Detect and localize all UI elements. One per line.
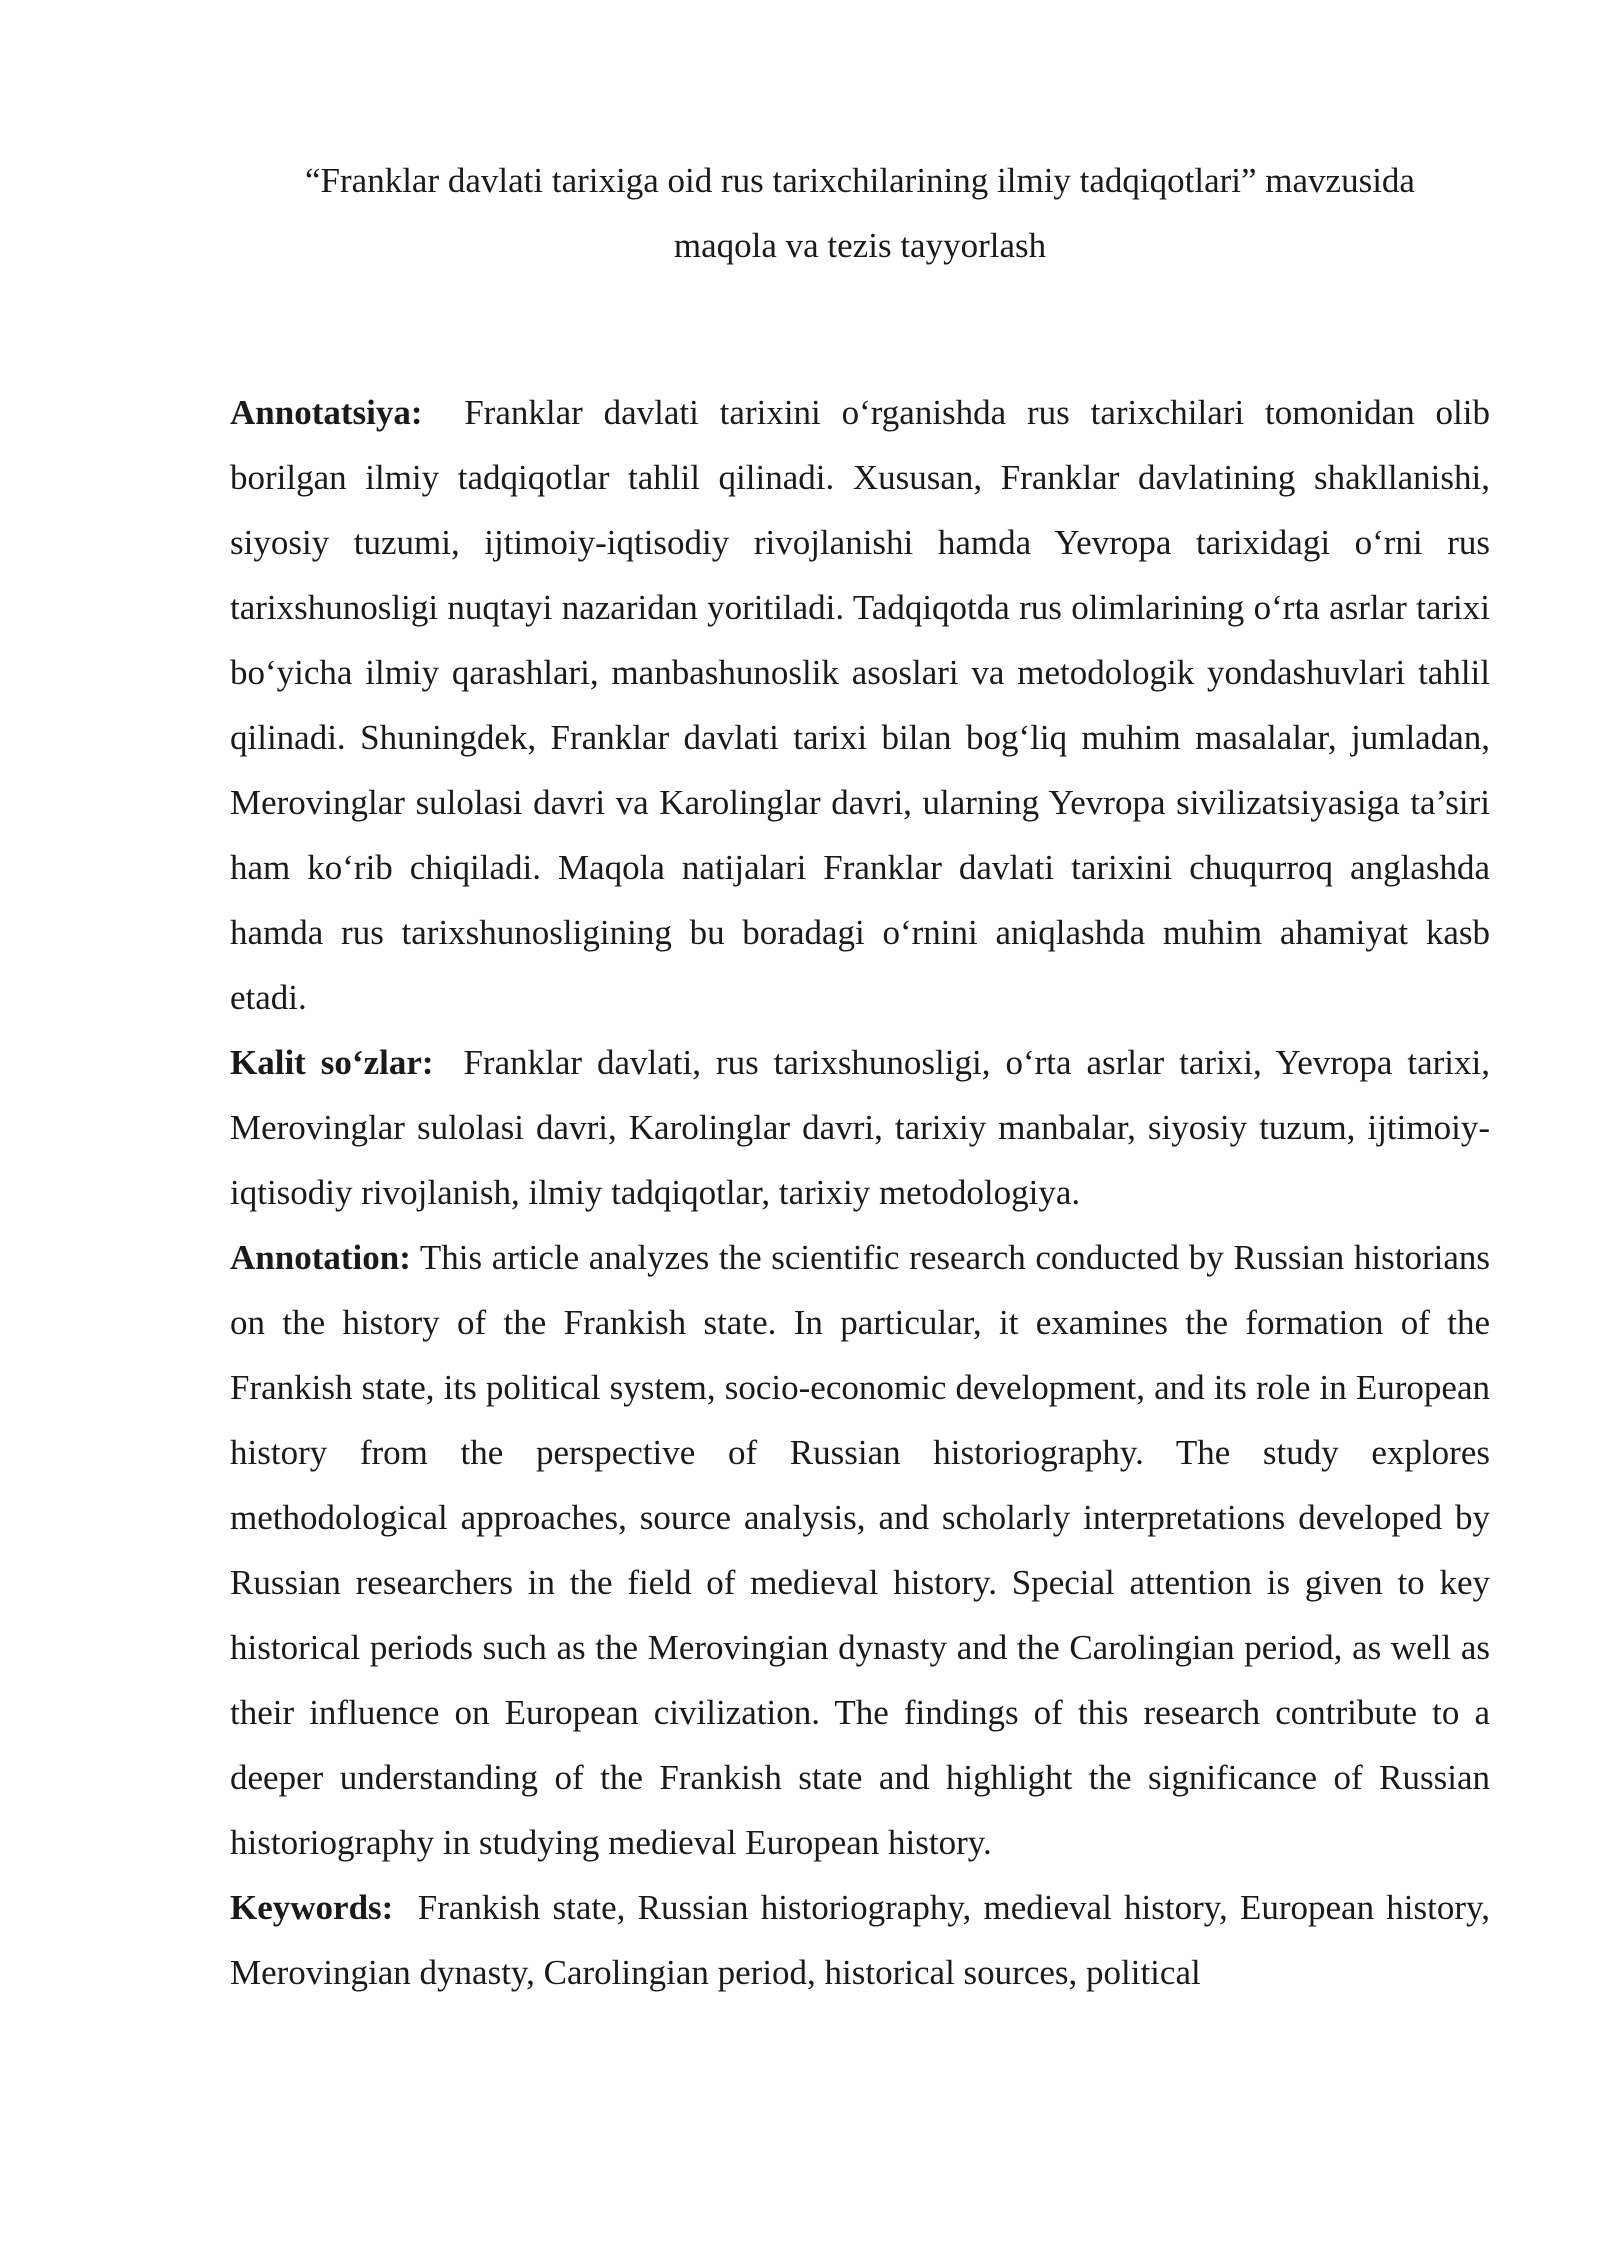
keywords-text: Frankish state, Russian historiography, medieval history, European history, Merovingian dynasty, Carolingian period, historical sources, political — [230, 1888, 1491, 1992]
annotatsiya-label: Annotatsiya: — [230, 393, 423, 432]
keywords-paragraph — [230, 1875, 1490, 2005]
kalit-sozlar-paragraph — [230, 1030, 1490, 1225]
annotatsiya-text: Franklar davlati tarixini o‘rganishda rus tarixchilari tomonidan olib borilgan ilmiy tadqiqotlar tahlil qilinadi. Xususan, Franklar davlatining shakllanishi, siyosiy tuzumi, ijtimoiy-iqtisodiy rivojlanishi hamda Yevropa tarixidagi o‘rni rus tarixshunosligi nuqtayi nazaridan yoritiladi. Tadqiqotda rus olimlarining o‘rta asrlar tarixi bo‘yicha ilmiy qarashlari, manbashunoslik asoslari va metodologik yondashuvlari tahlil qilinadi. Shuningdek, Franklar davlati tarixi bilan bog‘liq muhim masalalar, jumladan, Merovinglar sulolasi davri va Karolinglar davri, ularning Yevropa sivilizatsiyasiga ta’siri ham ko‘rib chiqiladi. Maqola natijalari Franklar davlati tarixini chuqurroq anglashda hamda rus tarixshunosligining bu boradagi o‘rnini aniqlashda muhim ahamiyat kasb etadi. — [230, 393, 1490, 1017]
annotation-label: Annotation: — [230, 1238, 411, 1277]
kalit-sozlar-label: Kalit so‘zlar: — [230, 1043, 434, 1082]
document-title — [230, 148, 1490, 278]
keywords-label: Keywords: — [230, 1888, 394, 1927]
title-line-1: “Franklar davlati tarixiga oid rus tarixchilarining ilmiy tadqiqotlari” mavzusida — [305, 161, 1415, 200]
annotation-paragraph — [230, 1225, 1490, 1875]
document-body — [230, 380, 1490, 2005]
annotatsiya-paragraph — [230, 380, 1490, 1030]
title-line-2: maqola va tezis tayyorlash — [673, 226, 1047, 265]
annotation-text: This article analyzes the scientific research conducted by Russian historians on the history of the Frankish state. In particular, it examines the formation of the Frankish state, its political system, socio-economic development, and its role in European history from the perspective of Russian historiography. The study explores methodological approaches, source analysis, and scholarly interpretations developed by Russian researchers in the field of medieval history. Special attention is given to key historical periods such as the Merovingian dynasty and the Carolingian period, as well as their influence on European civilization. The findings of this research contribute to a deeper understanding of the Frankish state and highlight the significance of Russian historiography in studying medieval European history. — [230, 1238, 1490, 1862]
kalit-sozlar-text: Franklar davlati, rus tarixshunosligi, o‘rta asrlar tarixi, Yevropa tarixi, Merovinglar sulolasi davri, Karolinglar davri, tarixiy manbalar, siyosiy tuzum, ijtimoiy-iqtisodiy rivojlanish, ilmiy tadqiqotlar, tarixiy metodologiya. — [230, 1043, 1491, 1212]
